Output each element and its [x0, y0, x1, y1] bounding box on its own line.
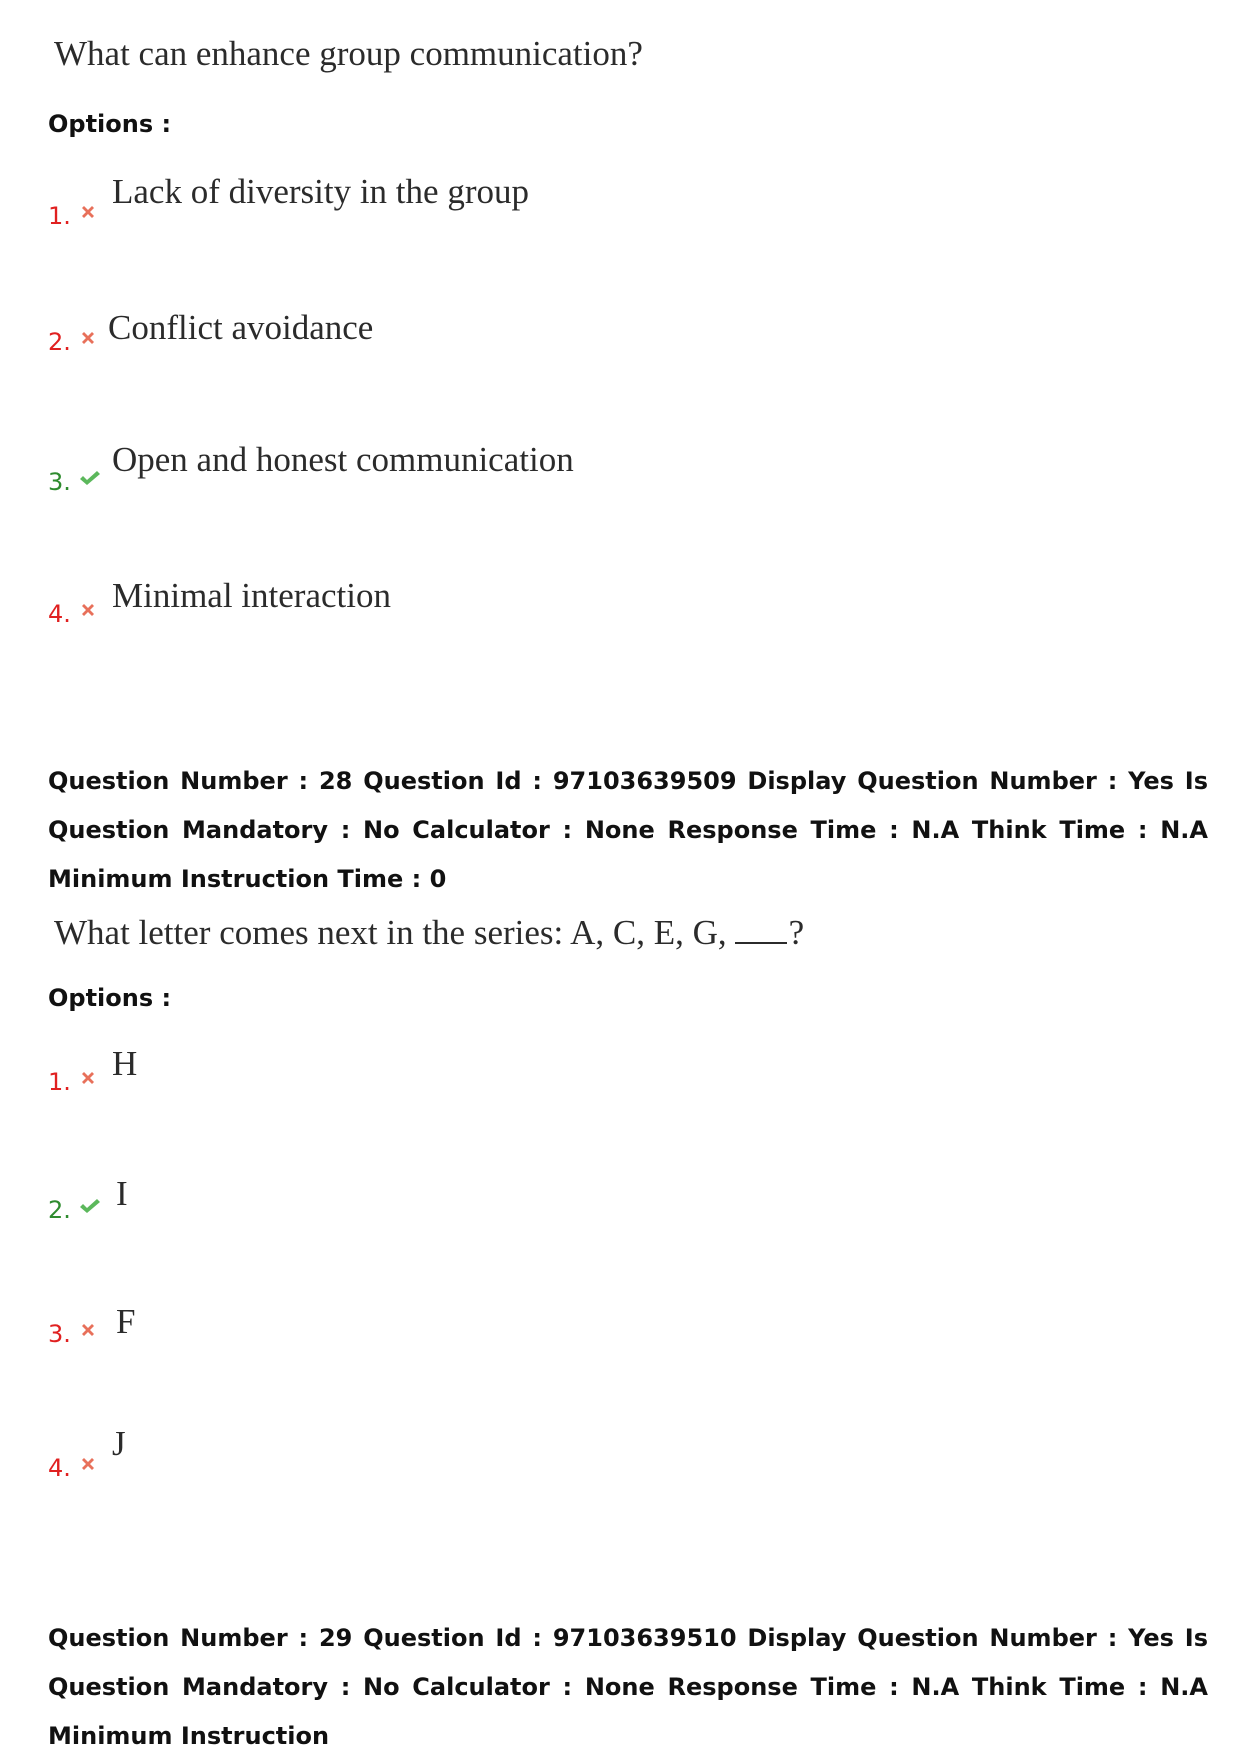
cross-icon — [78, 328, 98, 348]
q27-question-text: What can enhance group communication? — [54, 34, 643, 73]
option-text: I — [116, 1174, 128, 1213]
option-text: Open and honest communication — [112, 440, 574, 479]
option-number: 4. — [48, 1454, 71, 1482]
cross-icon — [78, 600, 98, 620]
option-text: Lack of diversity in the group — [112, 172, 529, 211]
answer-blank — [735, 912, 787, 944]
q28-question-text — [54, 912, 804, 953]
cross-icon — [78, 202, 98, 222]
check-icon — [78, 1196, 102, 1216]
option-number: 3. — [48, 468, 71, 496]
option-text: Minimal interaction — [112, 576, 391, 615]
option-number: 1. — [48, 202, 71, 230]
option-text: F — [116, 1302, 136, 1341]
q29-meta-info: Question Number : 29 Question Id : 97103639510 Display Question Number : Yes Is Question Mandatory : No Calculator : None Response Time : N.A Think Time : N.A Minimum Instruction — [48, 1624, 1208, 1750]
option-number: 4. — [48, 600, 71, 628]
option-text: H — [112, 1044, 138, 1083]
check-icon — [78, 468, 102, 488]
option-text: J — [112, 1424, 126, 1463]
option-number: 3. — [48, 1320, 71, 1348]
cross-icon — [78, 1068, 98, 1088]
cross-icon — [78, 1454, 98, 1474]
option-number: 1. — [48, 1068, 71, 1096]
option-text: Conflict avoidance — [108, 308, 374, 347]
q27-options-label: Options : — [48, 110, 172, 138]
cross-icon — [78, 1320, 98, 1340]
q28-question-prefix: What letter comes next in the series: A, C, E, G, — [54, 913, 727, 952]
option-number: 2. — [48, 1196, 71, 1224]
q28-options-label: Options : — [48, 984, 172, 1012]
q28-question-suffix: ? — [788, 913, 805, 952]
option-number: 2. — [48, 328, 71, 356]
q28-meta-info: Question Number : 28 Question Id : 97103639509 Display Question Number : Yes Is Question Mandatory : No Calculator : None Response Time : N.A Think Time : N.A Minimum Instruction Time : 0 — [48, 767, 1208, 893]
